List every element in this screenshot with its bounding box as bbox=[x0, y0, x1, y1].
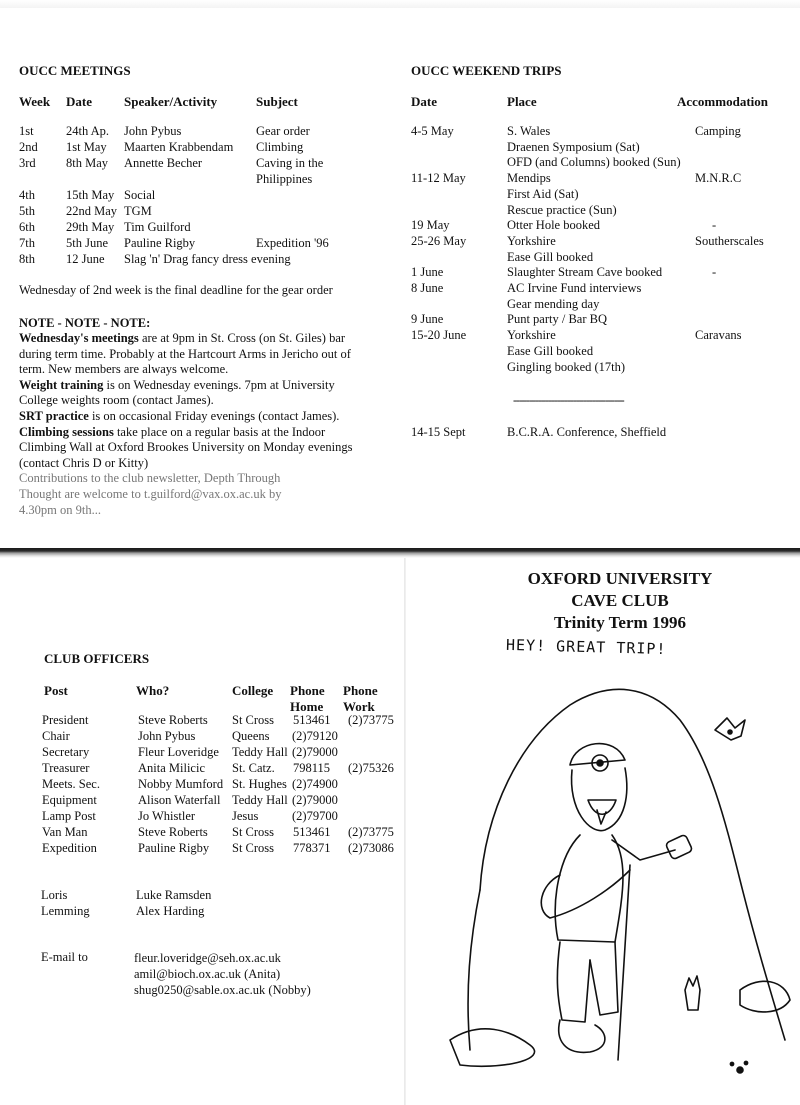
officer-college: St Cross bbox=[232, 825, 275, 839]
caver-right-leg bbox=[590, 942, 618, 1015]
trip-place: S. Wales bbox=[507, 124, 551, 138]
officer-phone-home: 798115 bbox=[293, 761, 331, 775]
cover-title-line1: OXFORD UNIVERSITY bbox=[527, 569, 713, 588]
officer-post: Expedition bbox=[42, 841, 97, 855]
rock-right bbox=[740, 981, 790, 1012]
officer-phone-work: (2)73775 bbox=[348, 825, 394, 839]
note-keyword: Wednesday's meetings bbox=[19, 331, 139, 345]
officer-name: Steve Roberts bbox=[138, 825, 208, 839]
officer-name: Alison Waterfall bbox=[138, 793, 221, 807]
trip-place: Punt party / Bar BQ bbox=[507, 312, 607, 327]
note-line: (contact Chris D or Kitty) bbox=[19, 455, 149, 470]
officer-college: Teddy Hall bbox=[232, 745, 288, 759]
meeting-speaker: Maarten Krabbendam bbox=[124, 140, 234, 154]
cave-wall-outline bbox=[480, 689, 785, 1040]
meeting-date: 5th June bbox=[66, 236, 109, 250]
trip-date: 11-12 May bbox=[411, 171, 466, 186]
note-line: SRT practice is on occasional Friday evenings (contact James). bbox=[19, 409, 340, 423]
trips-header-date: Date bbox=[411, 94, 437, 109]
officers-header-phone-work: Phone Work bbox=[343, 683, 378, 714]
meetings-header-date: Date bbox=[66, 94, 92, 109]
meeting-subject: Philippines bbox=[256, 172, 313, 186]
meeting-date: 24th Ap. bbox=[66, 124, 110, 138]
trip-accommodation: Caravans bbox=[695, 328, 742, 343]
trip-place: Yorkshire bbox=[507, 328, 556, 343]
officer-post: President bbox=[42, 713, 89, 727]
note-line: Thought are welcome to t.guilford@vax.ox.ac.uk by bbox=[19, 487, 282, 501]
meeting-speaker: Tim Guilford bbox=[124, 220, 191, 234]
note-line: Contributions to the club newsletter, Depth Through bbox=[19, 471, 281, 486]
officer-college: Jesus bbox=[232, 809, 259, 823]
meetings-title: OUCC MEETINGS bbox=[19, 63, 131, 78]
torch-icon bbox=[665, 834, 693, 860]
note-line: College weights room (contact James). bbox=[19, 393, 214, 408]
officer-post: Secretary bbox=[42, 745, 90, 759]
meeting-subject: Caving in the bbox=[256, 156, 324, 170]
officer-post: Loris bbox=[41, 888, 68, 902]
trips-divider: ----------------------------------- bbox=[513, 393, 624, 407]
officer-name: Pauline Rigby bbox=[138, 841, 210, 855]
note-line: Weight training is on Wednesday evenings. 7pm at University bbox=[19, 377, 335, 392]
meeting-date: 8th May bbox=[66, 156, 109, 170]
meeting-date: 29th May bbox=[66, 220, 115, 234]
trip-place: Yorkshire bbox=[507, 233, 556, 248]
meeting-subject: Expedition '96 bbox=[256, 236, 329, 250]
note-line: during term time. Probably at the Hartcourt Arms in Jericho out of bbox=[19, 346, 351, 361]
officers-header-post: Post bbox=[44, 683, 68, 698]
caver-torso bbox=[555, 835, 623, 942]
trip-place: Slaughter Stream Cave booked bbox=[507, 265, 663, 280]
officer-name: Steve Roberts bbox=[138, 713, 208, 727]
officer-name: Alex Harding bbox=[136, 904, 205, 918]
meeting-date: 12 June bbox=[66, 252, 105, 266]
officer-name: Luke Ramsden bbox=[136, 888, 212, 902]
officer-college: Queens bbox=[232, 729, 270, 743]
trips-header-place: Place bbox=[507, 94, 537, 109]
meeting-speaker: Annette Becher bbox=[124, 156, 203, 170]
bat-icon bbox=[715, 718, 745, 740]
officer-college: St. Catz. bbox=[232, 761, 275, 775]
trip-accommodation: M.N.R.C bbox=[695, 171, 742, 186]
meeting-speaker: Pauline Rigby bbox=[124, 236, 196, 250]
officers-header-who: Who? bbox=[136, 683, 170, 698]
trip-date: 1 June bbox=[411, 265, 444, 280]
meeting-week: 1st bbox=[19, 124, 34, 138]
conference-place: B.C.R.A. Conference, Sheffield bbox=[507, 425, 667, 439]
caver-tongue bbox=[597, 810, 606, 824]
officer-phone-work: (2)75326 bbox=[348, 761, 394, 775]
gear-deadline: Wednesday of 2nd week is the final deadline for the gear order bbox=[19, 283, 333, 297]
officer-post: Treasurer bbox=[42, 761, 90, 775]
officer-post: Chair bbox=[42, 729, 70, 743]
trip-place: Mendips bbox=[507, 171, 551, 186]
rock-left bbox=[450, 1029, 535, 1067]
email-address: fleur.loveridge@seh.ox.ac.uk bbox=[134, 951, 281, 965]
officer-college: St. Hughes bbox=[232, 777, 287, 791]
small-hand-icon bbox=[685, 976, 700, 1010]
officer-phone-home: 513461 bbox=[293, 713, 331, 727]
trip-accommodation: Southerscales bbox=[695, 233, 764, 248]
meeting-week: 3rd bbox=[19, 156, 36, 170]
trip-place: Ease Gill booked bbox=[507, 249, 594, 264]
scan-top-edge bbox=[0, 0, 800, 8]
paw-print-icon bbox=[737, 1067, 743, 1073]
page-fold bbox=[0, 548, 800, 558]
meetings-header-week: Week bbox=[19, 94, 51, 109]
trip-date: 9 June bbox=[411, 312, 444, 327]
meeting-week: 4th bbox=[19, 188, 35, 202]
note-title: NOTE - NOTE - NOTE: bbox=[19, 316, 151, 330]
officer-phone-home: (2)79000 bbox=[292, 745, 338, 759]
caver-left-leg bbox=[557, 942, 590, 1022]
walking-stick-icon bbox=[618, 865, 630, 1060]
trip-date: 4-5 May bbox=[411, 124, 454, 138]
note-keyword: SRT practice bbox=[19, 409, 89, 423]
officer-phone-home: (2)79700 bbox=[292, 809, 338, 823]
officer-phone-home: 513461 bbox=[293, 825, 331, 839]
officer-post: Lamp Post bbox=[42, 809, 96, 823]
meetings-header-subject: Subject bbox=[256, 94, 298, 109]
cover-handwriting: HEY! GREAT TRIP! bbox=[505, 635, 667, 659]
officer-college: Teddy Hall bbox=[232, 793, 288, 807]
trip-place: AC Irvine Fund interviews bbox=[507, 281, 642, 295]
trip-accommodation: - bbox=[712, 218, 717, 233]
caver-boot-icon bbox=[559, 1020, 605, 1052]
officer-phone-work: (2)73086 bbox=[348, 841, 394, 855]
conference-date: 14-15 Sept bbox=[411, 425, 466, 439]
meeting-week: 8th bbox=[19, 252, 35, 266]
trip-accommodation: - bbox=[712, 265, 717, 280]
center-fold bbox=[404, 558, 406, 1105]
officers-header-college: College bbox=[232, 683, 274, 698]
officer-post: Lemming bbox=[41, 904, 90, 918]
meeting-speaker: TGM bbox=[124, 204, 152, 218]
officers-header-phone-home: Phone Home bbox=[290, 683, 325, 714]
meeting-week: 5th bbox=[19, 204, 35, 218]
bat-eye-icon bbox=[728, 730, 732, 734]
meeting-week: 2nd bbox=[19, 140, 38, 154]
note-keyword: Climbing sessions bbox=[19, 424, 114, 439]
caver-illustration bbox=[440, 660, 800, 1105]
meeting-speaker: Slag 'n' Drag fancy dress evening bbox=[124, 252, 291, 266]
meeting-week: 6th bbox=[19, 220, 35, 234]
officer-phone-work: (2)73775 bbox=[348, 713, 394, 727]
trip-place: Rescue practice (Sun) bbox=[507, 202, 617, 217]
cover-title-line3: Trinity Term 1996 bbox=[554, 613, 686, 632]
meeting-speaker: Social bbox=[124, 188, 156, 202]
meeting-subject: Climbing bbox=[256, 140, 304, 154]
meeting-week: 7th bbox=[19, 236, 35, 250]
trip-date: 19 May bbox=[411, 218, 450, 233]
note-line: 4.30pm on 9th... bbox=[19, 502, 101, 517]
officers-title: CLUB OFFICERS bbox=[44, 651, 150, 666]
officer-phone-home: (2)74900 bbox=[292, 777, 338, 791]
officer-phone-home: 778371 bbox=[293, 841, 331, 855]
officer-name: Jo Whistler bbox=[138, 809, 196, 823]
email-label: E-mail to bbox=[41, 950, 88, 964]
trip-place: Draenen Symposium (Sat) bbox=[507, 139, 640, 154]
note-line: term. New members are always welcome. bbox=[19, 362, 229, 377]
officer-name: Anita Milicic bbox=[138, 761, 205, 775]
officer-post: Equipment bbox=[42, 793, 97, 807]
officer-name: Fleur Loveridge bbox=[138, 745, 219, 759]
meeting-date: 15th May bbox=[66, 188, 115, 202]
officer-phone-home: (2)79120 bbox=[292, 729, 338, 743]
officer-college: St Cross bbox=[232, 841, 275, 855]
officer-college: St Cross bbox=[232, 713, 275, 727]
meeting-date: 22nd May bbox=[66, 204, 118, 218]
email-address: shug0250@sable.ox.ac.uk (Nobby) bbox=[134, 983, 311, 997]
trip-place: Otter Hole booked bbox=[507, 218, 601, 233]
trip-place: Gear mending day bbox=[507, 296, 600, 311]
officer-name: Nobby Mumford bbox=[138, 777, 224, 791]
trip-date: 8 June bbox=[411, 281, 444, 295]
trip-accommodation: Camping bbox=[695, 124, 741, 138]
cave-wall-left bbox=[468, 890, 480, 1050]
officer-name: John Pybus bbox=[138, 729, 196, 743]
trip-place: First Aid (Sat) bbox=[507, 186, 579, 201]
meetings-header-speaker: Speaker/Activity bbox=[124, 94, 218, 109]
trips-title: OUCC WEEKEND TRIPS bbox=[411, 63, 562, 78]
trip-place: Ease Gill booked bbox=[507, 343, 594, 358]
note-line: Wednesday's meetings are at 9pm in St. Cross (on St. Giles) bar bbox=[19, 331, 346, 345]
trip-date: 15-20 June bbox=[411, 328, 467, 343]
cover-title-line2: CAVE CLUB bbox=[571, 591, 669, 610]
trip-place: OFD (and Columns) booked (Sun) bbox=[507, 155, 681, 170]
note-line: Climbing sessions take place on a regular basis at the Indoor bbox=[19, 424, 326, 439]
meeting-speaker: John Pybus bbox=[124, 124, 182, 138]
caver-mouth bbox=[588, 800, 616, 814]
officer-post: Meets. Sec. bbox=[42, 777, 100, 791]
trip-date: 25-26 May bbox=[411, 233, 467, 248]
trip-place: Gingling booked (17th) bbox=[507, 359, 626, 374]
note-keyword: Weight training bbox=[19, 377, 104, 392]
officer-post: Van Man bbox=[42, 825, 88, 839]
meeting-date: 1st May bbox=[66, 140, 107, 154]
email-address: amil@bioch.ox.ac.uk (Anita) bbox=[134, 967, 281, 981]
meeting-subject: Gear order bbox=[256, 124, 310, 138]
trips-header-accommodation: Accommodation bbox=[677, 94, 768, 109]
note-line: Climbing Wall at Oxford Brookes University on Monday evenings bbox=[19, 440, 353, 455]
officer-phone-home: (2)79000 bbox=[292, 793, 338, 807]
